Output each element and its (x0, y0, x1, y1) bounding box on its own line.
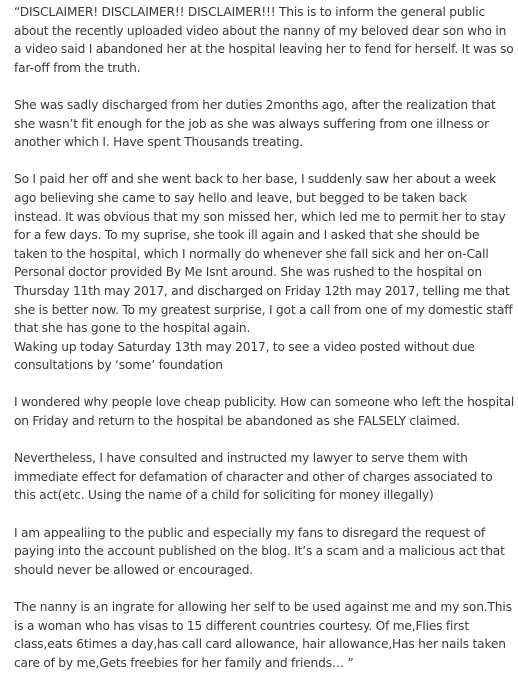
paragraph-video-posted: Waking up today Saturday 13th may 2017, to see a video posted without due consultations by ‘some’ foundation (14, 339, 475, 373)
paragraph-hospital-story: So I paid her off and she went back to her base, I suddenly saw her about a week ago believing she came to say hello and leave, but begged to be taken back instead. It was obvious that my son missed her, which led me to permit her to stay for a few days. To my suprise, she took ill again and I asked that she should be taken to the hospital, which I normally do whenever she fall sick and her on-Call Personal doctor provided By Me Isnt around. She was rushed to the hospital on Thursday 11th may 2017, and discharged on Friday 12th may 2017, telling me that she is better now. To my greatest surprise, I got a call from one of my domestic staff that she has gone to the hospital again. (14, 172, 513, 336)
statement-text (14, 3, 516, 691)
paragraph-discharged: She was sadly discharged from her duties 2months ago, after the realization that she wasn’t fit enough for the job as she was always suffering from one illness or another which I. Have spent Thousands treating. (14, 97, 496, 150)
paragraph-appeal: I am appealiing to the public and especially my fans to disregard the request of paying into the account published on the blog. It’s a scam and a malicious act that should never be allowed or encouraged. (14, 525, 505, 577)
paragraph-nanny-ingrate: The nanny is an ingrate for allowing her self to be used against me and my son.This is a woman who has visas to 15 different countries courtesy. Of me,Flies first class,eats 6times a day,has call card allowance, hair allowance,Has her nails taken care of by me,Gets freebies for her family and friends… ” (14, 600, 512, 670)
paragraph-lawyer: Nevertheless, I have consulted and instructed my lawyer to serve them with immediate effect for defamation of character and other of charges associated to this act(etc. Using the name of a child for soliciting for money illegally) (14, 451, 493, 503)
paragraph-cheap-publicity: I wondered why people love cheap publicity. How can someone who left the hospital on Friday and return to the hospital be abandoned as she FALSELY claimed. (14, 395, 515, 429)
paragraph-disclaimer: “DISCLAIMER! DISCLAIMER!! DISCLAIMER!!! This is to inform the general public about the recently uploaded video about the nanny of my beloved dear son who in a video said I abandoned her at the hospital leaving her to fend for herself. It was so far-off from the truth. (14, 5, 514, 75)
